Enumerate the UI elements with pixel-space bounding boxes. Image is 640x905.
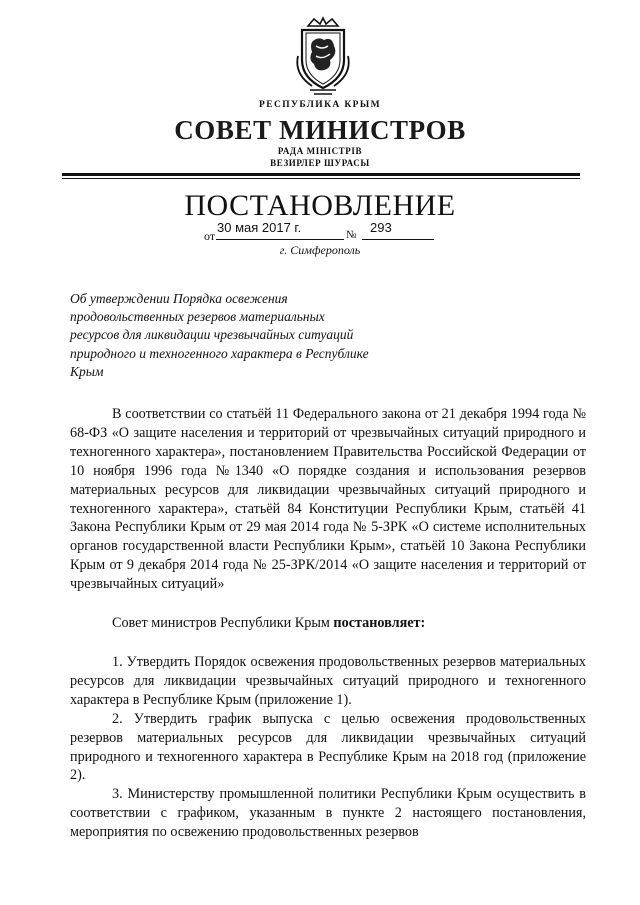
preamble-paragraph: В соответствии со статьёй 11 Федерального закона от 21 декабря 1994 года № 68-ФЗ «О защите населения и территорий от чрезвычайных ситуаций природного и техногенного характера», постановлением Правительства Российской Федерации от 10 ноября 1996 года №1340 «О порядке создания и использования резервов материальных ресурсов для ликвидации чрезвычайных ситуаций природного и техногенного характера», статьёй 84 Конституции Республики Крым, статьёй 41 Закона Республики Крым от 29 мая 2014 года № 5-ЗРК «О системе исполнительных органов государственной власти Республики Крым», статьёй 10 Закона Республики Крым от 9 декабря 2014 года № 25-ЗРК/2014 «О защите населения и территорий от чрезвычайных ситуаций» — [70, 406, 586, 593]
resolves-paragraph — [70, 614, 586, 633]
coat-of-arms-icon — [294, 16, 352, 96]
header-rule-thin — [62, 178, 580, 179]
resolution-item: 2. Утвердить график выпуска с целью освежения продовольственных резервов материальных ресурсов для ликвидации чрезвычайных ситуаций природного и техногенного характера в Республике Крым на 2018 год (приложение 2). — [70, 710, 586, 784]
document-date: 30 мая 2017 г. — [217, 220, 302, 235]
council-title: СОВЕТ МИНИСТРОВ — [174, 115, 466, 145]
document-number: 293 — [370, 220, 392, 235]
republic-name: РЕСПУБЛИКА КРЫМ — [259, 100, 381, 110]
date-underline — [216, 239, 344, 240]
number-underline — [362, 239, 434, 240]
resolution-item: 3. Министерству промышленной политики Республики Крым осуществить в соответствии с графиком, указанным в пункте 2 настоящего постановления, мероприятия по освежению продовольственных резервов — [70, 786, 586, 841]
date-number-row — [204, 220, 444, 242]
resolves-intro: Совет министров Республики Крым — [112, 615, 334, 632]
document-city: г. Симферополь — [279, 243, 361, 257]
resolution-item: 1. Утвердить Порядок освежения продовольственных резервов материальных ресурсов для ликвидации чрезвычайных ситуаций природного и техногенного характера в Республике Крым (приложение 1). — [70, 653, 586, 708]
header-rule-thick — [62, 173, 580, 176]
council-title-crimean-tatar: ВЕЗИРЛЕР ШУРАСЫ — [270, 158, 370, 168]
document-title: ПОСТАНОВЛЕНИЕ — [184, 189, 456, 222]
from-label: от — [204, 229, 216, 243]
council-title-ukrainian: РАДА МІНІСТРІВ — [277, 146, 363, 156]
resolves-word: постановляет: — [333, 615, 426, 632]
document-body — [70, 405, 586, 842]
number-label: № — [346, 229, 357, 241]
document-subject: Об утверждении Порядка освежения продовольственных резервов материальных ресурсов для ликвидации чрезвычайных ситуаций природного и техногенного характера в Республике Крым — [70, 291, 369, 379]
